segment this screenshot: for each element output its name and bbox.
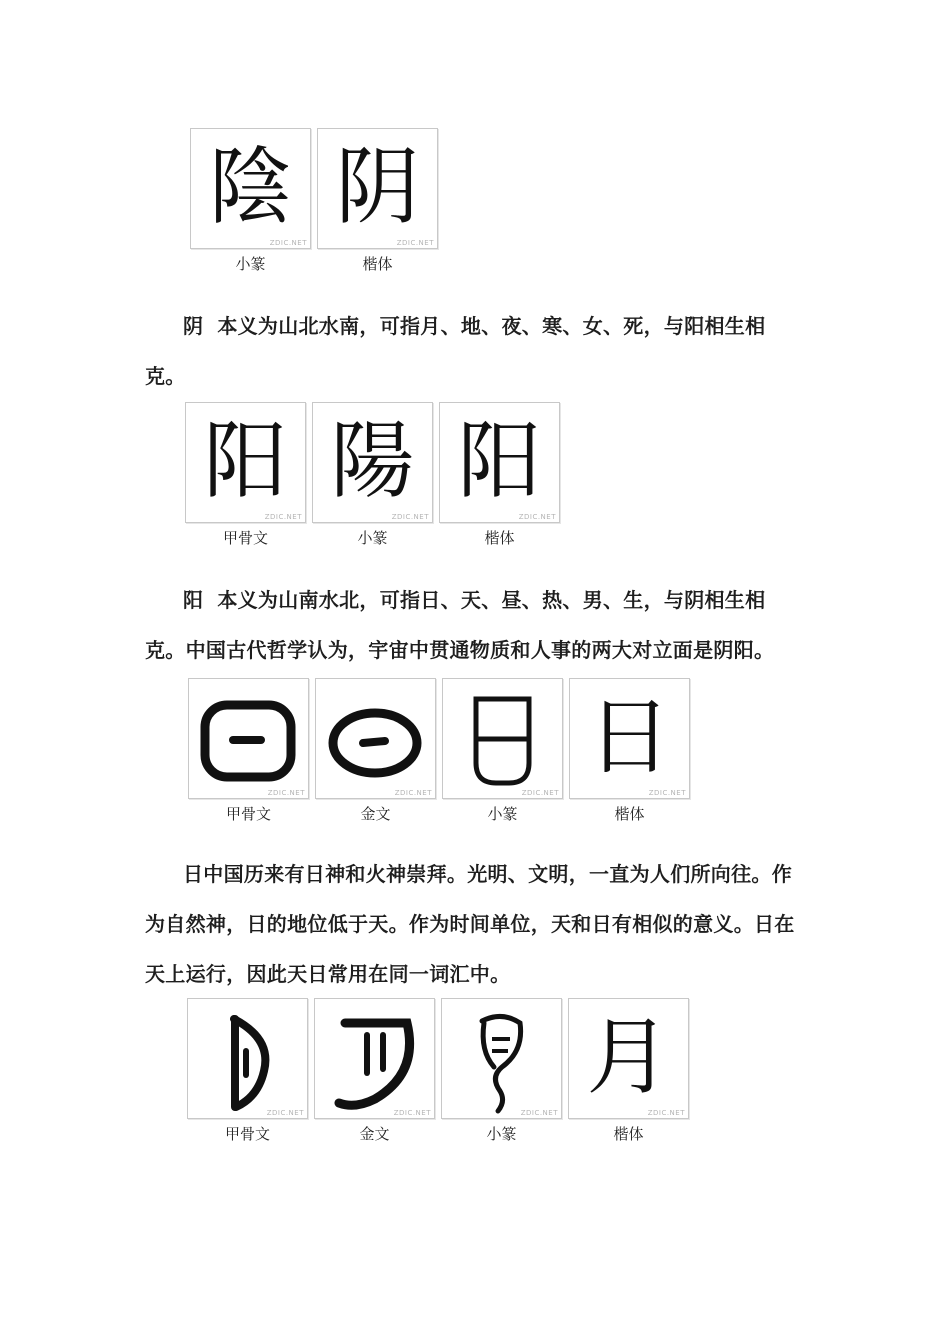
glyph-image (569, 678, 690, 799)
glyph-character: 日 (587, 688, 672, 786)
glyph-caption: 楷体 (484, 529, 515, 547)
paragraph-text: 日中国历来有日神和火神崇拜。光明、文明，一直为人们所向往。作为自然神，日的地位低于天。作为时间单位，天和日有相似的意义。日在天上运行，因此天日常用在同一词汇中。 (145, 862, 795, 986)
glyph-caption: 小篆 (235, 255, 266, 273)
glyph-cell (569, 678, 690, 823)
glyph-caption: 楷体 (613, 1125, 644, 1143)
glyph-image (190, 128, 311, 249)
watermark: ZDIC.NET (266, 1109, 304, 1117)
glyph-image (314, 998, 435, 1119)
seal-sun-glyph (443, 679, 562, 798)
bronze-sun-glyph (316, 679, 435, 798)
watermark: ZDIC.NET (647, 1109, 685, 1117)
glyph-image (312, 402, 433, 523)
paragraph-yin (145, 301, 805, 401)
glyph-image (185, 402, 306, 523)
glyph-row-yin (190, 128, 438, 273)
glyph-image (442, 678, 563, 799)
glyph-caption: 小篆 (487, 805, 518, 823)
glyph-caption: 甲骨文 (224, 1125, 270, 1143)
oracle-moon-glyph (188, 999, 307, 1118)
glyph-character: 陰 (208, 138, 293, 236)
glyph-character: 阴 (335, 138, 420, 236)
watermark: ZDIC.NET (521, 789, 559, 797)
glyph-caption: 小篆 (357, 529, 388, 547)
glyph-character: 陽 (330, 412, 415, 510)
glyph-character: 阳 (457, 412, 542, 510)
paragraph-text: 本义为山南水北，可指日、天、昼、热、男、生，与阴相生相克。中国古代哲学认为，宇宙中贯通物质和人事的两大对立面是阴阳。 (145, 588, 775, 662)
watermark: ZDIC.NET (267, 789, 305, 797)
glyph-cell (315, 678, 436, 823)
watermark: ZDIC.NET (648, 789, 686, 797)
seal-moon-glyph (442, 999, 561, 1118)
glyph-cell (317, 128, 438, 273)
glyph-image (317, 128, 438, 249)
glyph-row-ri (188, 678, 690, 823)
glyph-cell (312, 402, 433, 547)
glyph-cell (441, 998, 562, 1143)
watermark: ZDIC.NET (518, 513, 556, 521)
watermark: ZDIC.NET (393, 1109, 431, 1117)
glyph-cell (314, 998, 435, 1143)
watermark: ZDIC.NET (520, 1109, 558, 1117)
watermark: ZDIC.NET (394, 789, 432, 797)
paragraph-head: 阴 (183, 314, 204, 338)
oracle-sun-glyph (189, 679, 308, 798)
glyph-image (187, 998, 308, 1119)
paragraph-yang (145, 575, 805, 675)
glyph-cell (190, 128, 311, 273)
glyph-image (315, 678, 436, 799)
watermark: ZDIC.NET (264, 513, 302, 521)
glyph-cell (185, 402, 306, 547)
glyph-cell (188, 678, 309, 823)
glyph-cell (568, 998, 689, 1143)
glyph-image (188, 678, 309, 799)
glyph-image (441, 998, 562, 1119)
glyph-image (568, 998, 689, 1119)
bronze-moon-glyph (315, 999, 434, 1118)
glyph-caption: 楷体 (614, 805, 645, 823)
glyph-row-yue (187, 998, 689, 1143)
glyph-caption: 金文 (360, 805, 391, 823)
glyph-character: 阳 (203, 412, 288, 510)
watermark: ZDIC.NET (391, 513, 429, 521)
paragraph-head: 阳 (183, 588, 204, 612)
glyph-cell (442, 678, 563, 823)
glyph-image (439, 402, 560, 523)
glyph-character: 月 (586, 1008, 671, 1106)
glyph-caption: 楷体 (362, 255, 393, 273)
glyph-caption: 甲骨文 (222, 529, 268, 547)
paragraph-text: 本义为山北水南，可指月、地、夜、寒、女、死，与阳相生相克。 (145, 314, 766, 388)
glyph-cell (187, 998, 308, 1143)
watermark: ZDIC.NET (269, 239, 307, 247)
glyph-caption: 甲骨文 (225, 805, 271, 823)
glyph-caption: 金文 (359, 1125, 390, 1143)
paragraph-ri (145, 849, 805, 999)
watermark: ZDIC.NET (396, 239, 434, 247)
glyph-row-yang (185, 402, 560, 547)
glyph-caption: 小篆 (486, 1125, 517, 1143)
glyph-cell (439, 402, 560, 547)
